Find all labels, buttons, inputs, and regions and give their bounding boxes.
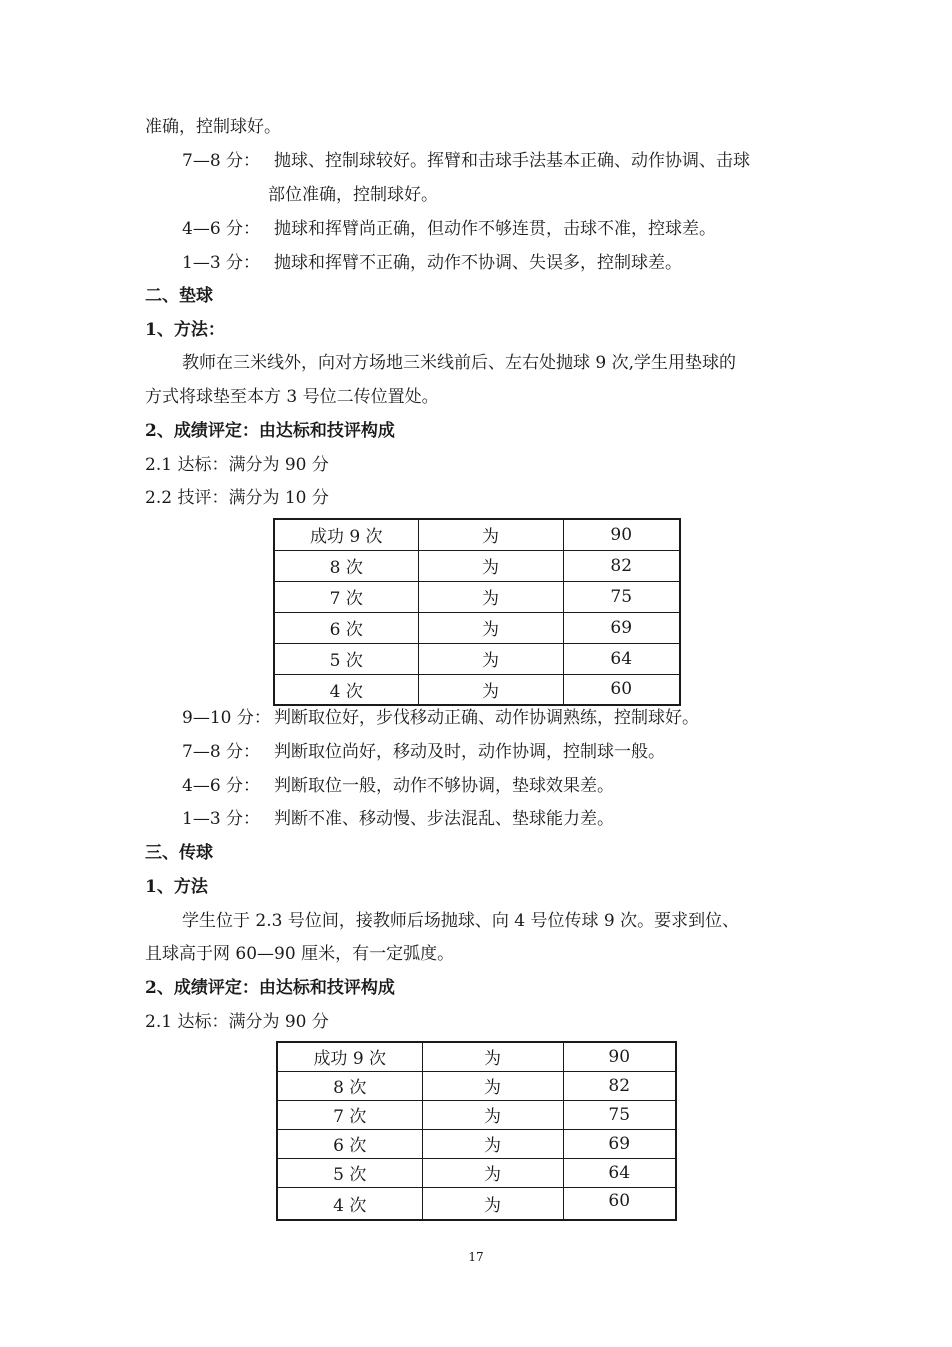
score-criterion-row: [182, 740, 665, 764]
score-range: 4—6 分：: [182, 776, 261, 796]
table-row: [277, 1071, 676, 1100]
table-row: [274, 581, 680, 612]
standard-score-line: 2.1 达标：满分为 90 分: [145, 1012, 329, 1032]
table-cell: 8 次: [274, 550, 418, 581]
score-criterion-row: [182, 807, 614, 831]
standard-score-line: 2.1 达标：满分为 90 分: [145, 455, 329, 475]
score-criterion-row: [182, 706, 699, 730]
table-cell: 75: [563, 581, 680, 612]
score-description-continued: 部位准确，控制球好。: [268, 185, 438, 205]
score-description: 抛球和挥臂不正确，动作不协调、失误多，控制球差。: [274, 253, 682, 273]
score-description: 判断取位好，步伐移动正确、动作协调熟练，控制球好。: [274, 708, 699, 728]
method-paragraph-line: 学生位于 2.3 号位间，接教师后场抛球、向 4 号位传球 9 次。要求到位、: [182, 911, 740, 931]
page-number: 17: [468, 1250, 484, 1264]
table-cell: 90: [563, 519, 680, 550]
table-cell: 为: [422, 1187, 563, 1220]
section-heading-dig: 二、垫球: [145, 286, 213, 306]
table-row: [277, 1158, 676, 1187]
set-score-table: [276, 1041, 677, 1221]
table-cell: 为: [422, 1042, 563, 1071]
table-cell: 69: [563, 612, 680, 643]
table-cell: 64: [563, 1158, 676, 1187]
table-cell: 75: [563, 1100, 676, 1129]
table-cell: 为: [418, 550, 563, 581]
table-cell: 7 次: [274, 581, 418, 612]
table-cell: 69: [563, 1129, 676, 1158]
table-cell: 60: [563, 674, 680, 705]
table-row: [274, 643, 680, 674]
score-range: 1—3 分：: [182, 253, 261, 273]
score-description: 判断不准、移动慢、步法混乱、垫球能力差。: [274, 809, 614, 829]
method-paragraph-line: 方式将球垫至本方 3 号位二传位置处。: [145, 387, 439, 407]
method-heading: 1、方法：: [145, 320, 225, 340]
table-row: [277, 1100, 676, 1129]
score-description: 判断取位一般，动作不够协调，垫球效果差。: [274, 776, 614, 796]
table-cell: 为: [418, 674, 563, 705]
section-heading-set: 三、传球: [145, 843, 213, 863]
table-cell: 为: [422, 1100, 563, 1129]
table-cell: 7 次: [277, 1100, 422, 1129]
table-cell: 82: [563, 550, 680, 581]
score-description: 抛球和挥臂尚正确，但动作不够连贯，击球不准，控球差。: [274, 219, 716, 239]
table-row: [277, 1129, 676, 1158]
score-description: 抛球、控制球较好。挥臂和击球手法基本正确、动作协调、击球: [274, 151, 750, 171]
table-row: [274, 550, 680, 581]
score-criterion-row: [182, 149, 750, 173]
score-criterion-row: [182, 217, 716, 241]
table-cell: 为: [418, 519, 563, 550]
table-cell: 为: [422, 1158, 563, 1187]
table-cell: 为: [418, 643, 563, 674]
table-cell: 成功 9 次: [274, 519, 418, 550]
table-cell: 90: [563, 1042, 676, 1071]
table-row: [274, 519, 680, 550]
method-heading: 1、方法: [145, 877, 208, 897]
table-cell: 64: [563, 643, 680, 674]
table-cell: 为: [422, 1129, 563, 1158]
table-cell: 60: [563, 1187, 676, 1220]
table-cell: 成功 9 次: [277, 1042, 422, 1071]
table-cell: 5 次: [277, 1158, 422, 1187]
method-paragraph-line: 教师在三米线外，向对方场地三米线前后、左右处抛球 9 次,学生用垫球的: [182, 353, 737, 373]
table-cell: 4 次: [277, 1187, 422, 1220]
score-criterion-row: [182, 774, 614, 798]
score-range: 7—8 分：: [182, 742, 261, 762]
method-paragraph-line: 且球高于网 60—90 厘米，有一定弧度。: [145, 944, 455, 964]
table-cell: 5 次: [274, 643, 418, 674]
dig-score-table: [273, 518, 681, 706]
technique-score-line: 2.2 技评：满分为 10 分: [145, 488, 329, 508]
table-cell: 6 次: [277, 1129, 422, 1158]
table-cell: 6 次: [274, 612, 418, 643]
score-description: 判断取位尚好，移动及时，动作协调，控制球一般。: [274, 742, 665, 762]
table-row: [274, 612, 680, 643]
table-cell: 为: [418, 612, 563, 643]
grading-heading: 2、成绩评定：由达标和技评构成: [145, 421, 395, 441]
score-range: 7—8 分：: [182, 151, 261, 171]
score-range: 9—10 分：: [182, 708, 271, 728]
table-row: [277, 1042, 676, 1071]
score-criterion-row: [182, 251, 682, 275]
table-row: [274, 674, 680, 705]
grading-heading: 2、成绩评定：由达标和技评构成: [145, 978, 395, 998]
continuation-text: 准确，控制球好。: [145, 117, 281, 137]
table-cell: 82: [563, 1071, 676, 1100]
score-range: 4—6 分：: [182, 219, 261, 239]
table-cell: 8 次: [277, 1071, 422, 1100]
score-range: 1—3 分：: [182, 809, 261, 829]
table-cell: 为: [422, 1071, 563, 1100]
table-cell: 4 次: [274, 674, 418, 705]
table-row: [277, 1187, 676, 1220]
table-cell: 为: [418, 581, 563, 612]
